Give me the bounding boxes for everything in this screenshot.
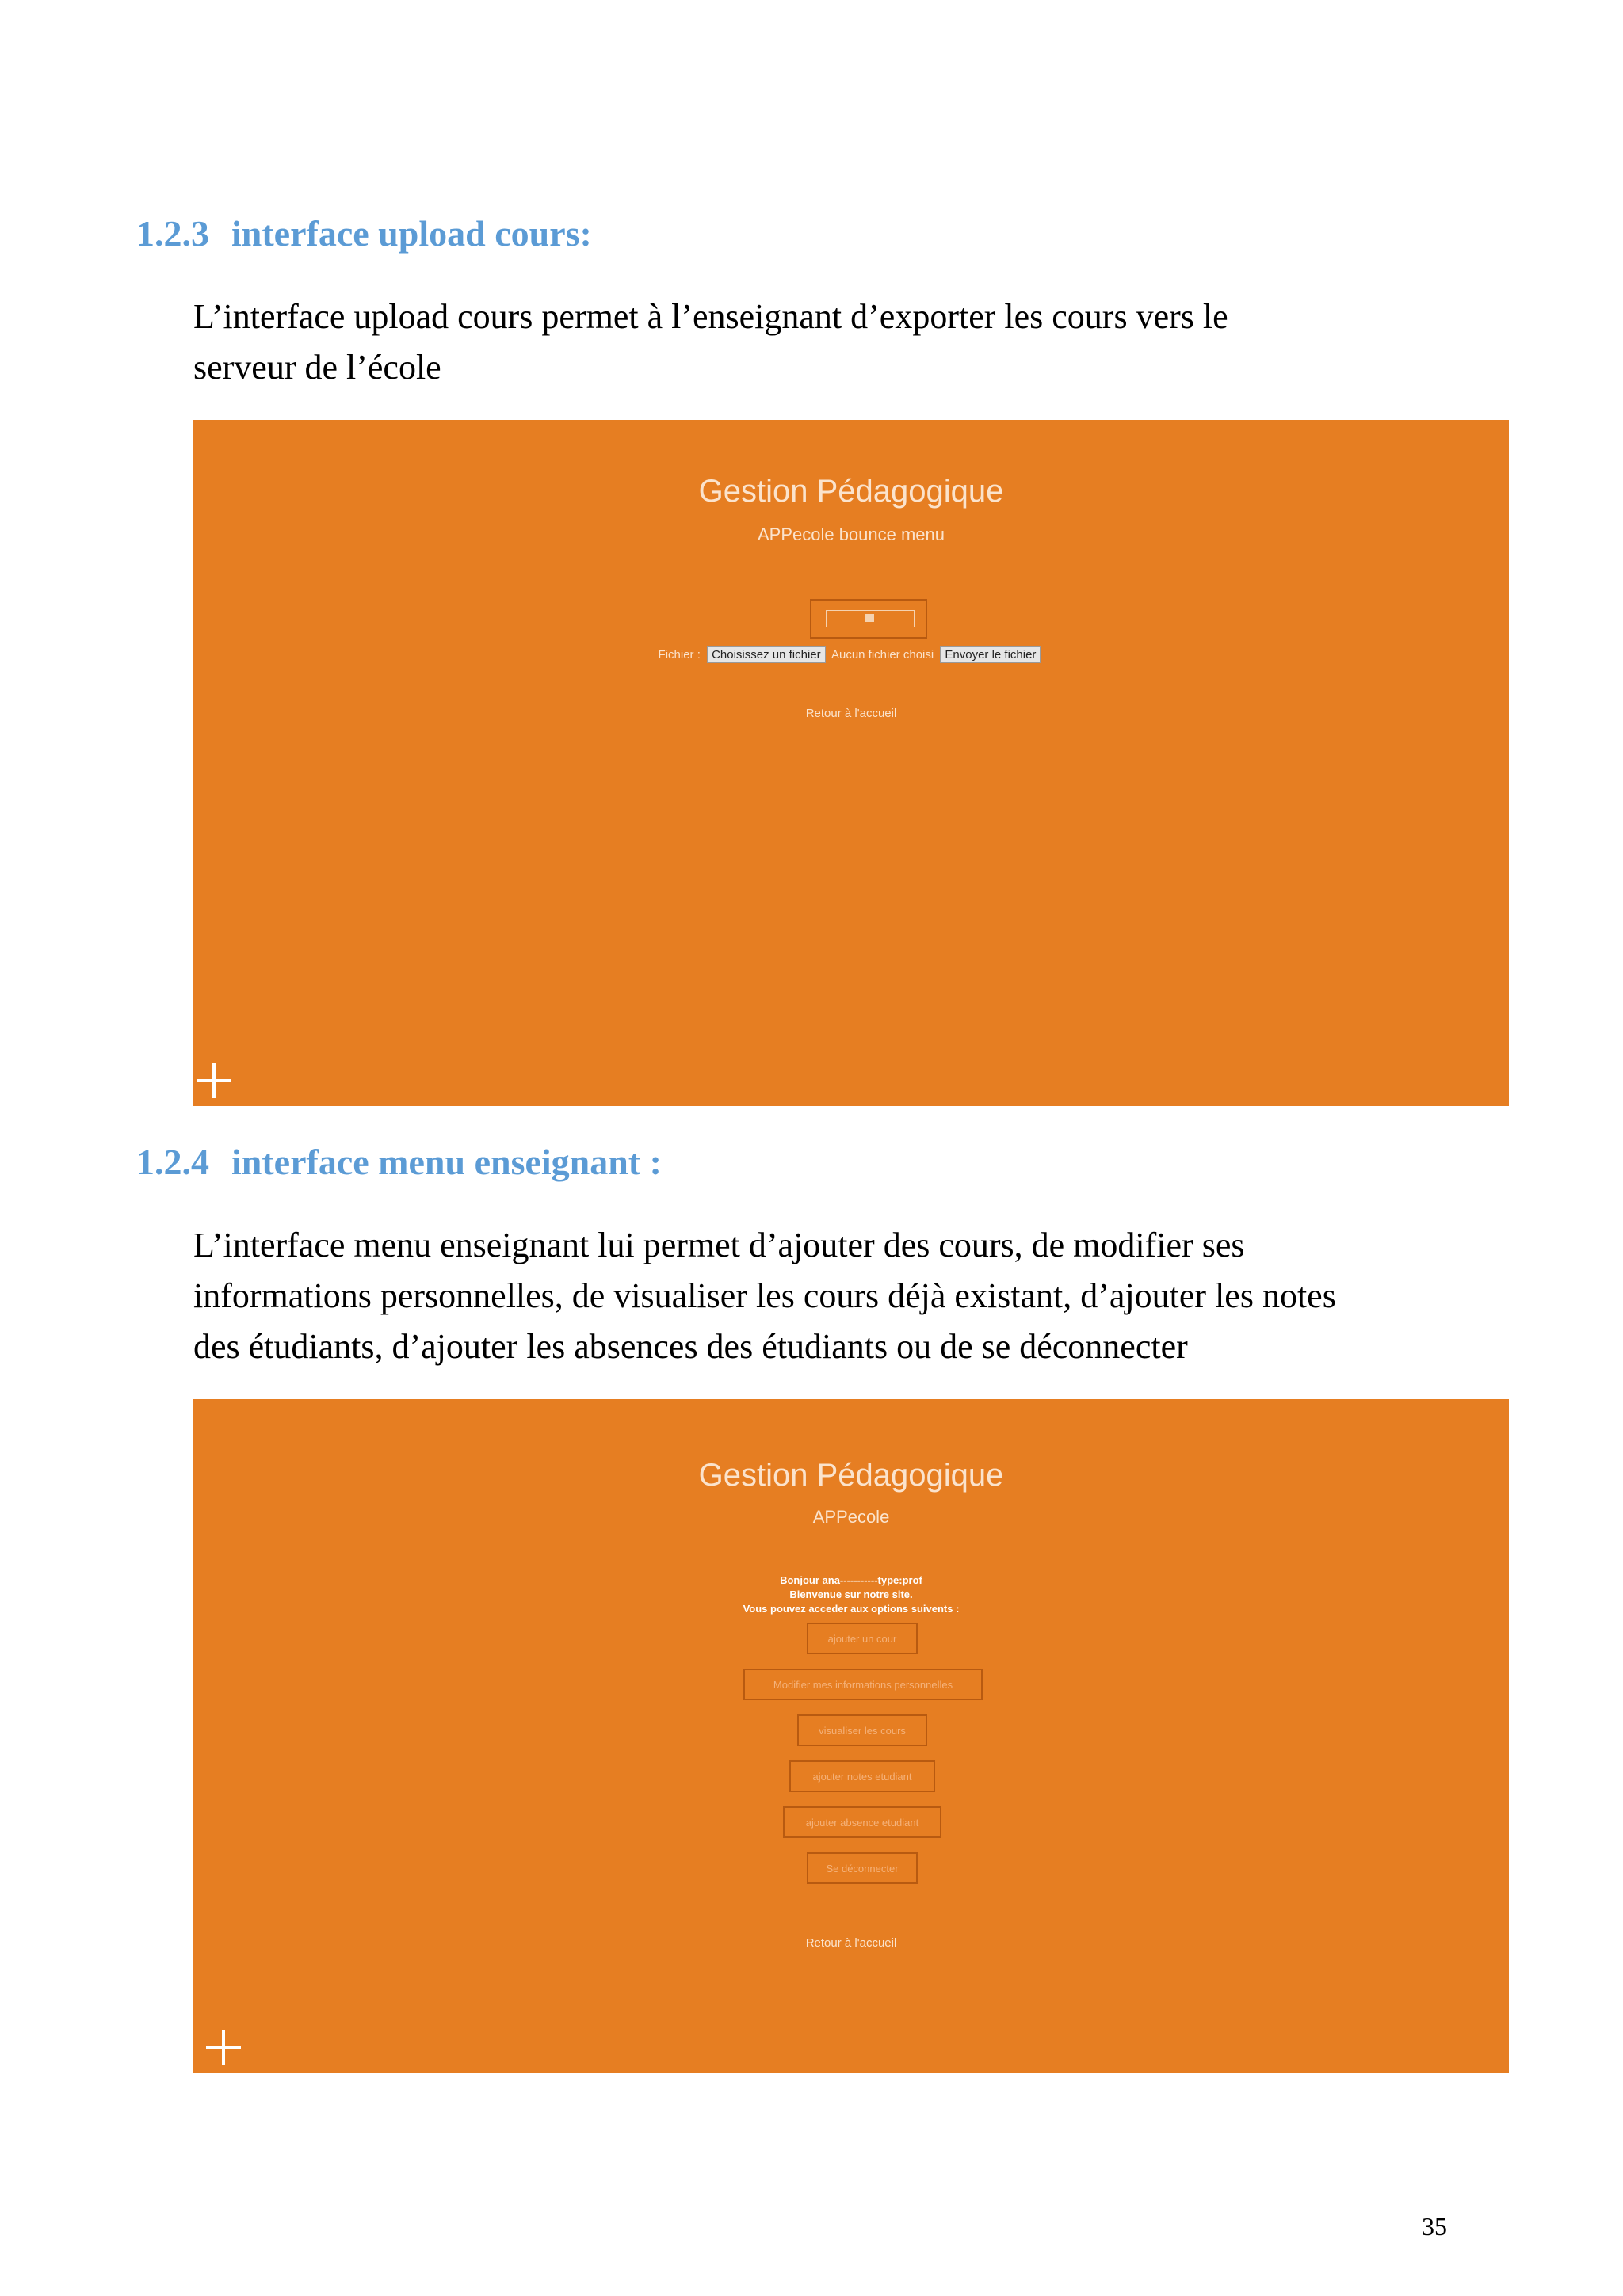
section-heading-menu (136, 1141, 662, 1183)
paragraph-line: des étudiants, d’ajouter les absences des étudiants ou de se déconnecter (193, 1327, 1188, 1366)
broken-image-icon (826, 610, 915, 627)
add-student-grades-button[interactable]: ajouter notes etudiant (789, 1760, 935, 1792)
section-number: 1.2.3 (136, 213, 209, 254)
edit-personal-info-button[interactable]: Modifier mes informations personnelles (743, 1669, 983, 1700)
choose-file-button[interactable]: Choisissez un fichier (707, 646, 826, 663)
page-number: 35 (1422, 2212, 1447, 2241)
paragraph-line: informations personnelles, de visualiser les cours déjà existant, d’ajouter les notes (193, 1276, 1336, 1315)
greeting-text (193, 1573, 1509, 1616)
app-subtitle: APPecole bounce menu (757, 524, 945, 544)
add-course-button[interactable]: ajouter un cour (807, 1623, 918, 1654)
section-title: interface upload cours: (231, 213, 592, 254)
logout-button[interactable]: Se déconnecter (807, 1852, 918, 1884)
section-heading-upload (136, 212, 592, 254)
section-title: interface menu enseignant : (231, 1142, 662, 1182)
no-file-text: Aucun fichier choisi (831, 648, 934, 662)
paragraph-line: L’interface menu enseignant lui permet d’ajouter des cours, de modifier ses (193, 1226, 1245, 1264)
view-courses-button[interactable]: visualiser les cours (797, 1714, 927, 1746)
section-number: 1.2.4 (136, 1142, 209, 1182)
app-title: Gestion Pédagogique (698, 1458, 1004, 1493)
add-student-absence-button[interactable]: ajouter absence etudiant (783, 1806, 941, 1838)
app-subtitle: APPecole (812, 1507, 890, 1527)
greeting-line: Bonjour ana-----------type:prof (780, 1574, 922, 1586)
upload-screenshot (193, 420, 1509, 1106)
greeting-line: Bienvenue sur notre site. (789, 1589, 913, 1600)
menu-screenshot (193, 1399, 1509, 2073)
back-home-link[interactable]: Retour à l'accueil (805, 707, 897, 720)
file-upload-row (193, 646, 1509, 663)
send-file-button[interactable]: Envoyer le fichier (940, 646, 1041, 663)
app-title: Gestion Pédagogique (698, 474, 1004, 509)
section-paragraph-menu (193, 1220, 1525, 1372)
paragraph-line: serveur de l’école (193, 348, 441, 387)
back-home-link[interactable]: Retour à l'accueil (805, 1936, 897, 1950)
plus-icon[interactable] (197, 1063, 231, 1098)
broken-image-frame (810, 599, 927, 639)
plus-icon[interactable] (206, 2030, 241, 2065)
file-label: Fichier : (658, 648, 701, 662)
greeting-line: Vous pouvez acceder aux options suivents : (743, 1603, 960, 1615)
paragraph-line: L’interface upload cours permet à l’enseignant d’exporter les cours vers le (193, 297, 1228, 336)
section-paragraph-upload (193, 292, 1525, 393)
